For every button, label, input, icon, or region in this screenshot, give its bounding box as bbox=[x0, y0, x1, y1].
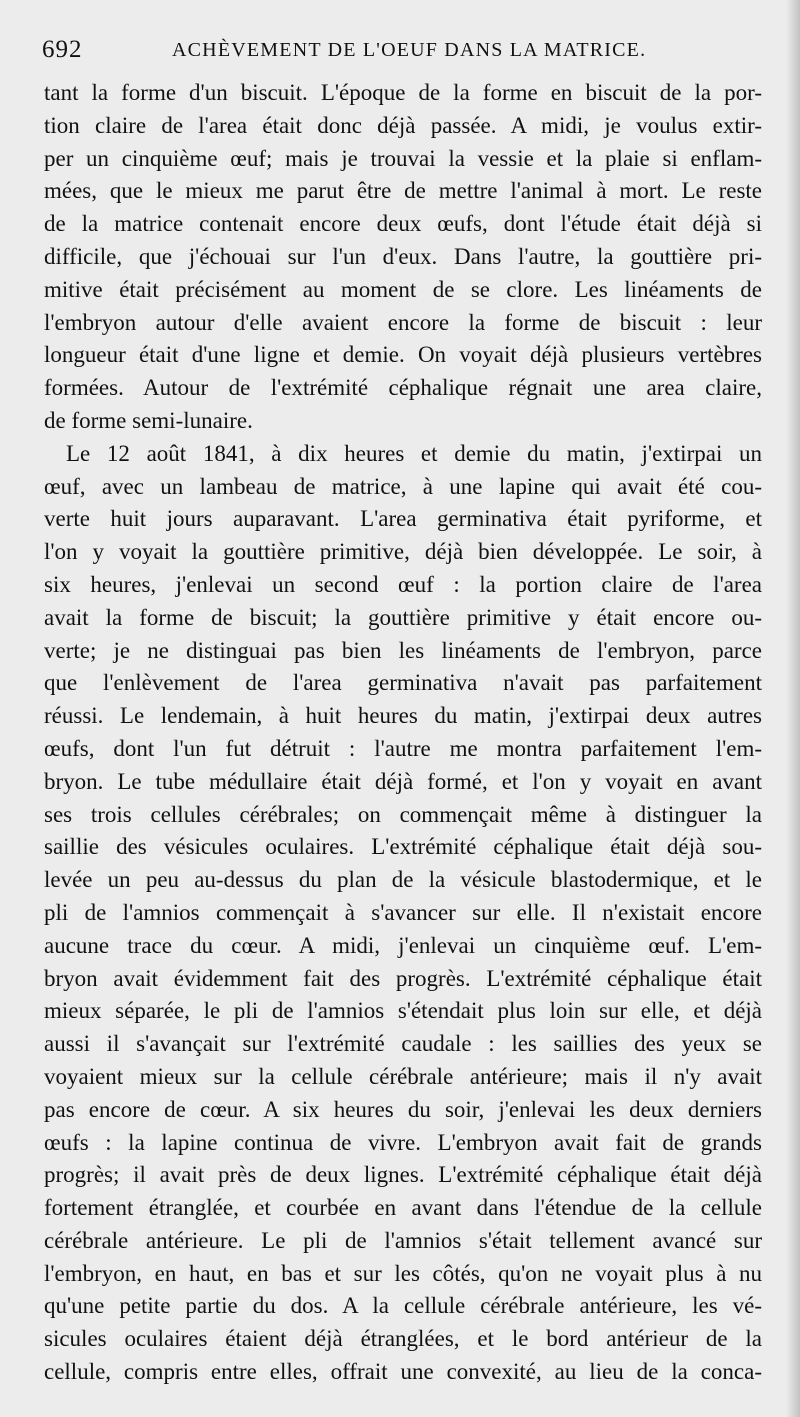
text-line: pli de l'amnios commençait à s'avancer sur elle. Il n'existait encore bbox=[44, 899, 762, 925]
text-line: aussi il s'avançait sur l'extrémité caudale : les saillies des yeux se bbox=[44, 1031, 762, 1057]
text-line: œuf, avec un lambeau de matrice, à une lapine qui avait été cou- bbox=[44, 473, 762, 499]
text-line: que l'enlèvement de l'area germinativa n'avait pas parfaitement bbox=[44, 670, 762, 696]
running-head: ACHÈVEMENT DE L'OEUF DANS LA MATRICE. bbox=[172, 39, 647, 61]
text-line: mées, que le mieux me parut être de mettre l'animal à mort. Le reste bbox=[44, 178, 762, 204]
text-line: réussi. Le lendemain, à huit heures du matin, j'extirpai deux autres bbox=[44, 703, 762, 729]
page-header bbox=[40, 36, 760, 70]
text-line: l'embryon, en haut, en bas et sur les côtés, qu'on ne voyait plus à nu bbox=[44, 1260, 762, 1286]
text-line: tion claire de l'area était donc déjà passée. A midi, je voulus extir- bbox=[44, 112, 762, 138]
text-line: pas encore de cœur. A six heures du soir, j'enlevai les deux derniers bbox=[44, 1096, 762, 1122]
text-line: bryon. Le tube médullaire était déjà formé, et l'on y voyait en avant bbox=[44, 768, 762, 794]
page-number: 692 bbox=[42, 36, 83, 63]
text-line: l'embryon autour d'elle avaient encore la forme de biscuit : leur bbox=[44, 309, 762, 335]
text-line: six heures, j'enlevai un second œuf : la portion claire de l'area bbox=[44, 571, 762, 597]
text-line: tant la forme d'un biscuit. L'époque de la forme en biscuit de la por- bbox=[44, 80, 762, 105]
text-line: difficile, que j'échouai sur l'un d'eux. Dans l'autre, la gouttière pri- bbox=[44, 243, 762, 269]
text-line: levée un peu au-dessus du plan de la vésicule blastodermique, et le bbox=[44, 867, 762, 893]
text-line: cérébrale antérieure. Le pli de l'amnios s'était tellement avancé sur bbox=[44, 1227, 762, 1253]
body-text bbox=[44, 77, 762, 1389]
text-line: voyaient mieux sur la cellule cérébrale antérieure; mais il n'y avait bbox=[44, 1063, 762, 1089]
text-line: l'on y voyait la gouttière primitive, déjà bien développée. Le soir, à bbox=[44, 539, 762, 565]
text-line: fortement étranglée, et courbée en avant dans l'étendue de la cellule bbox=[44, 1195, 762, 1221]
text-line: per un cinquième œuf; mais je trouvai la vessie et la plaie si enflam- bbox=[44, 145, 762, 171]
text-line: œufs, dont l'un fut détruit : l'autre me montra parfaitement l'em- bbox=[44, 735, 762, 761]
text-line: verte; je ne distinguai pas bien les linéaments de l'embryon, parce bbox=[44, 637, 762, 663]
text-line: mieux séparée, le pli de l'amnios s'étendait plus loin sur elle, et déjà bbox=[44, 998, 762, 1024]
text-line: saillie des vésicules oculaires. L'extrémité céphalique était déjà sou- bbox=[44, 834, 762, 860]
text-line-paragraph-start: Le 12 août 1841, à dix heures et demie du matin, j'extirpai un bbox=[66, 440, 762, 466]
text-line: de forme semi-lunaire. bbox=[44, 407, 253, 433]
text-line: qu'une petite partie du dos. A la cellule cérébrale antérieure, les vé- bbox=[44, 1293, 762, 1319]
text-line: bryon avait évidemment fait des progrès. L'extrémité céphalique était bbox=[44, 965, 762, 991]
text-line: longueur était d'une ligne et demie. On voyait déjà plusieurs vertèbres bbox=[44, 342, 762, 368]
text-line: formées. Autour de l'extrémité céphalique régnait une area claire, bbox=[44, 375, 762, 401]
text-line: de la matrice contenait encore deux œufs, dont l'étude était déjà si bbox=[44, 211, 762, 237]
text-line: progrès; il avait près de deux lignes. L'extrémité céphalique était déjà bbox=[44, 1162, 762, 1188]
text-line: œufs : la lapine continua de vivre. L'embryon avait fait de grands bbox=[44, 1129, 762, 1155]
page-edge-shadow bbox=[786, 0, 800, 1417]
text-line: mitive était précisément au moment de se clore. Les linéaments de bbox=[44, 276, 762, 302]
text-line: aucune trace du cœur. A midi, j'enlevai un cinquième œuf. L'em- bbox=[44, 932, 762, 958]
text-line: avait la forme de biscuit; la gouttière primitive y était encore ou- bbox=[44, 604, 762, 630]
text-line: verte huit jours auparavant. L'area germinativa était pyriforme, et bbox=[44, 506, 762, 532]
text-line: ses trois cellules cérébrales; on commençait même à distinguer la bbox=[44, 801, 762, 827]
text-line: cellule, compris entre elles, offrait une convexité, au lieu de la conca- bbox=[44, 1359, 762, 1385]
text-line: sicules oculaires étaient déjà étranglées, et le bord antérieur de la bbox=[44, 1326, 762, 1352]
